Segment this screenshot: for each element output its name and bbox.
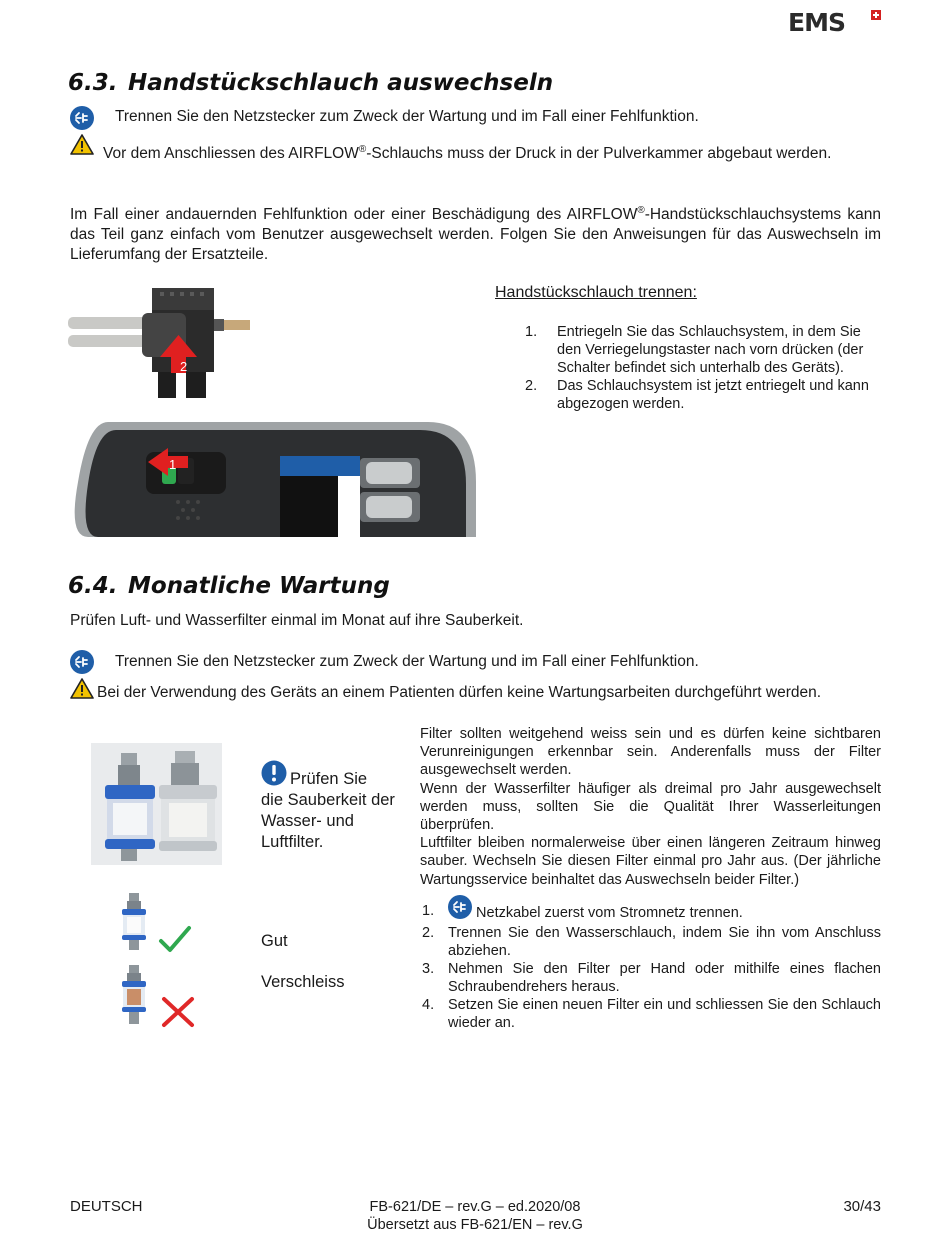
check-text-first: Prüfen Sie [290, 770, 368, 788]
ems-logo: EMS [788, 8, 845, 37]
intro-paragraph [70, 201, 881, 265]
list-item [525, 377, 881, 413]
footer-document-id [300, 1198, 650, 1234]
footer-language: DEUTSCH [70, 1198, 143, 1215]
disconnect-steps-list [525, 323, 881, 413]
cross-icon [160, 995, 196, 1029]
label-good: Gut [261, 932, 288, 950]
plug-disconnect-icon [70, 650, 94, 674]
warning-text [70, 140, 881, 164]
paragraph: Filter sollten weitgehend weiss sein und es dürfen keine sichtbaren Verunreinigungen erkennbar sein. Anderenfalls muss der Filter ausgewechselt werden. [420, 726, 881, 779]
filter-worn-image [117, 965, 151, 1027]
step-number: 2. [422, 925, 435, 941]
section-title: Handstückschlauch auswechseln [128, 70, 554, 96]
section-title: Monatliche Wartung [128, 573, 390, 599]
filter-replace-steps-list [422, 895, 881, 1032]
step-number: 3. [422, 961, 435, 977]
list-item [525, 323, 881, 377]
intro-text-start: Im Fall einer andauernden Fehlfunktion oder einer Beschädigung des AIRFLOW [70, 206, 638, 224]
step-number: 1. [525, 324, 538, 340]
step-text: Netzkabel zuerst vom Stromnetz trennen. [476, 905, 743, 921]
doc-revision: FB-621/DE – rev.G – ed.2020/08 [369, 1199, 581, 1215]
check-text-rest: die Sauberkeit der Wasser- und Luftfilter. [261, 791, 395, 851]
list-item [422, 960, 881, 996]
paragraph: Wenn der Wasserfilter häufiger als dreimal pro Jahr ausgewechselt werden muss, sollten Sie die Qualität Ihrer Wasserleitungen überprüfen. [420, 780, 881, 834]
list-item [422, 924, 881, 960]
notice-plug-text: Trennen Sie den Netzstecker zum Zweck der Wartung und im Fall einer Fehlfunktion. [115, 108, 699, 125]
step-text: Nehmen Sie den Filter per Hand oder mithilfe eines flachen Schraubendrehers heraus. [448, 961, 881, 995]
registered-mark: ® [358, 144, 367, 155]
step-number: 1. [422, 903, 435, 919]
step-text: Setzen Sie einen neuen Filter ein und schliessen Sie den Schlauch wieder an. [448, 997, 881, 1031]
swiss-cross-icon [871, 10, 881, 20]
filters-photo [91, 743, 222, 865]
plug-disconnect-icon [448, 895, 472, 919]
device-underside-figure [68, 422, 478, 537]
warning-text: Bei der Verwendung des Geräts an einem Patienten dürfen keine Wartungsarbeiten durchgeführt werden. [97, 684, 822, 701]
section-6-3-heading [68, 70, 553, 96]
filter-description [420, 725, 881, 889]
paragraph: Luftfilter bleiben normalerweise über einen längeren Zeitraum hinweg sauber. Wechseln Sie diesen Filter einmal pro Jahr aus. (Der jährliche Wartungsservice beinhaltet das Auswechseln beider Filter.) [420, 835, 881, 888]
figure-arrow-label: 2 [180, 359, 188, 374]
filter-good-image [117, 893, 151, 953]
step-text: Das Schlauchsystem ist jetzt entriegelt und kann abgezogen werden. [557, 378, 869, 412]
monthly-intro-text: Prüfen Luft- und Wasserfilter einmal im Monat auf ihre Sauberkeit. [70, 612, 524, 629]
registered-mark: ® [637, 205, 645, 216]
warning-text-end: -Schlauchs muss der Druck in der Pulverkammer abgebaut werden. [366, 145, 832, 163]
label-worn: Verschleiss [261, 973, 345, 991]
step-number: 2. [525, 378, 538, 394]
section-number: 6.3. [68, 70, 118, 96]
checkmark-icon [158, 925, 192, 955]
list-item [422, 895, 881, 924]
hose-connector-figure [68, 283, 258, 403]
plug-disconnect-icon [70, 106, 94, 130]
page-number: 30/43 [843, 1198, 881, 1215]
subheading-disconnect: Handstückschlauch trennen: [495, 284, 697, 301]
doc-translation: Übersetzt aus FB-621/EN – rev.G [367, 1217, 583, 1233]
check-filters-text [261, 769, 409, 853]
section-number: 6.4. [68, 573, 118, 599]
step-text: Trennen Sie den Wasserschlauch, indem Sie ihn vom Anschluss abziehen. [448, 925, 881, 959]
intro-text-end: -Handstückschlauchsystems kann das Teil ganz einfach vom Benutzer ausgewechselt werden. Folgen Sie den Anweisungen für das Auswechseln im Lieferumfang der Ersatzteile. [70, 206, 881, 264]
notice-plug-text: Trennen Sie den Netzstecker zum Zweck der Wartung und im Fall einer Fehlfunktion. [115, 653, 699, 670]
warning-icon [70, 678, 94, 699]
step-number: 4. [422, 997, 435, 1013]
figure-arrow-label: 1 [169, 457, 177, 472]
step-text: Entriegeln Sie das Schlauchsystem, in dem Sie den Verriegelungstaster nach vorn drücken (der Schalter befindet sich unterhalb des Geräts). [557, 324, 864, 376]
section-6-4-heading [68, 573, 390, 599]
list-item [422, 996, 881, 1032]
warning-text-start: Vor dem Anschliessen des AIRFLOW [103, 145, 359, 163]
